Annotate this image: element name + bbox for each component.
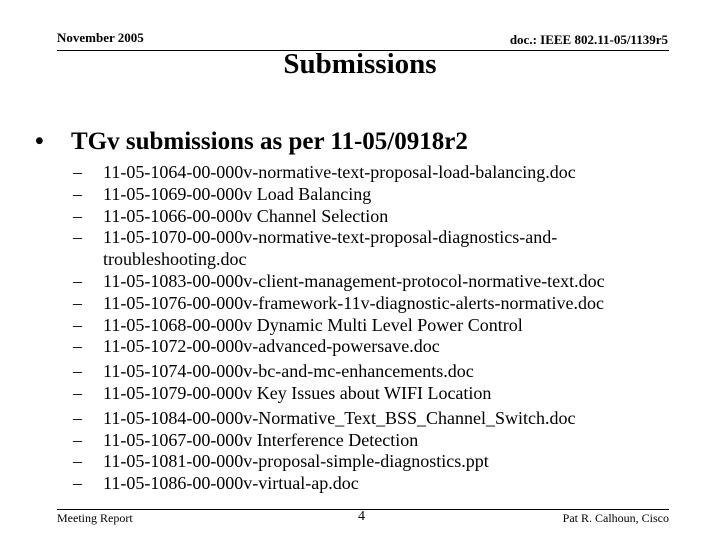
list-item: – 11-05-1067-00-000v Interference Detection xyxy=(73,429,419,450)
header-date: November 2005 xyxy=(57,30,144,45)
footer-left: Meeting Report xyxy=(57,511,133,525)
dash-icon: – xyxy=(73,407,82,428)
main-bullet-text: TGv submissions as per 11-05/0918r2 xyxy=(71,128,468,155)
dash-icon: – xyxy=(73,451,82,472)
list-item: – 11-05-1068-00-000v Dynamic Multi Level Power Control xyxy=(73,314,523,335)
list-item: – 11-05-1070-00-000v-normative-text-proposal-diagnostics-and- xyxy=(73,227,558,248)
list-item: – 11-05-1081-00-000v-proposal-simple-diagnostics.ppt xyxy=(73,451,489,472)
dash-icon: – xyxy=(73,336,82,357)
dash-icon: – xyxy=(73,361,82,382)
page-number: 4 xyxy=(358,509,365,524)
dash-icon: – xyxy=(73,205,82,226)
dash-icon: – xyxy=(73,314,82,335)
list-item-continuation: troubleshooting.doc xyxy=(103,249,247,270)
list-item: – 11-05-1064-00-000v-normative-text-proposal-load-balancing.doc xyxy=(73,162,576,182)
list-item: – 11-05-1074-00-000v-bc-and-mc-enhancements.doc xyxy=(73,361,474,382)
list-item: – 11-05-1086-00-000v-virtual-ap.doc xyxy=(73,473,359,494)
dash-icon: – xyxy=(73,473,82,494)
dash-icon: – xyxy=(73,227,82,248)
list-item: – 11-05-1076-00-000v-framework-11v-diagnostic-alerts-normative.doc xyxy=(73,292,605,313)
bullet-icon: • xyxy=(35,128,44,155)
list-item: – 11-05-1084-00-000v-Normative_Text_BSS_Channel_Switch.doc xyxy=(73,407,576,428)
dash-icon: – xyxy=(73,292,82,313)
dash-icon: – xyxy=(73,162,82,182)
main-bullet xyxy=(35,128,468,156)
list-item: – 11-05-1072-00-000v-advanced-powersave.doc xyxy=(73,336,440,357)
list-item: – 11-05-1083-00-000v-client-management-protocol-normative-text.doc xyxy=(73,270,605,291)
dash-icon: – xyxy=(73,429,82,450)
dash-icon: – xyxy=(73,183,82,204)
footer-right: Pat R. Calhoun, Cisco xyxy=(562,511,669,525)
dash-icon: – xyxy=(73,382,82,403)
slide-title: Submissions xyxy=(283,48,437,80)
list-item: – 11-05-1069-00-000v Load Balancing xyxy=(73,183,372,204)
list-item: – 11-05-1066-00-000v Channel Selection xyxy=(73,205,389,226)
list-item: – 11-05-1079-00-000v Key Issues about WIFI Location xyxy=(73,382,492,403)
dash-icon: – xyxy=(73,270,82,291)
submission-list xyxy=(73,162,673,495)
header-doc-id: doc.: IEEE 802.11-05/1139r5 xyxy=(509,32,668,47)
